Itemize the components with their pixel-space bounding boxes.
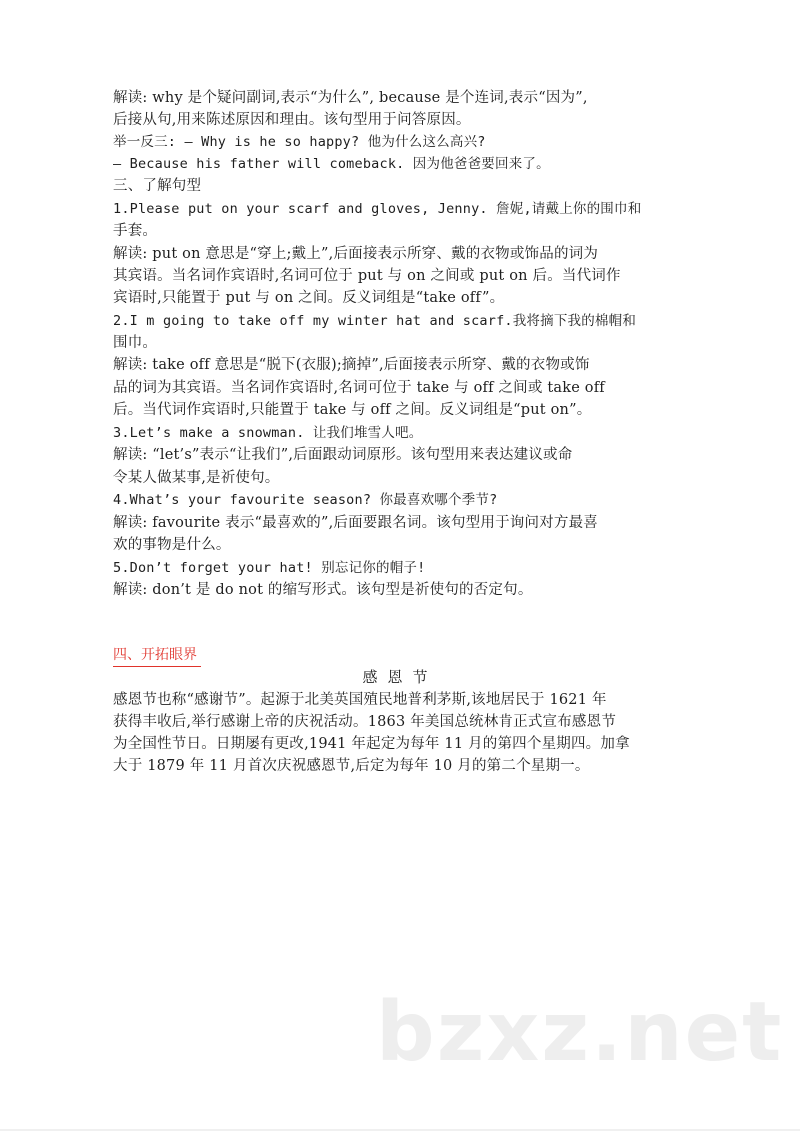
text-line: — Because his father will comeback. 因为他爸爸要回来了。 [113, 156, 550, 172]
thanksgiving-text-line: 大于 1879 年 11 月首次庆祝感恩节,后定为每年 10 月的第二个星期一。 [113, 758, 590, 774]
text-line: 其宾语。当名词作宾语时,名词可位于 put 与 on 之间或 put on 后。当代词作 [113, 268, 621, 284]
text-line: 解读: put on 意思是“穿上;戴上”,后面接表示所穿、戴的衣物或饰品的词为 [113, 246, 599, 262]
text-line: 围巾。 [113, 335, 158, 351]
thanksgiving-text-line: 感恩节也称“感谢节”。起源于北美英国殖民地普利茅斯,该地居民于 1621 年 [113, 692, 607, 708]
text-line: 解读: take off 意思是“脱下(衣服);摘掉”,后面接表示所穿、戴的衣物或饰 [113, 357, 590, 373]
text-line: 3.Let’s make a snowman. 让我们堆雪人吧。 [113, 425, 423, 441]
text-line: 解读: why 是个疑问副词,表示“为什么”, because 是个连词,表示“因为”, [113, 90, 588, 106]
thanksgiving-text-line: 获得丰收后,举行感谢上帝的庆祝活动。1863 年美国总统林肯正式宣布感恩节 [113, 714, 617, 730]
text-line: 4.What’s your favourite season? 你最喜欢哪个季节? [113, 492, 498, 508]
text-line: 1.Please put on your scarf and gloves, Jenny. 詹妮,请戴上你的围巾和 [113, 201, 642, 217]
text-line: 宾语时,只能置于 put 与 on 之间。反义词组是“take off”。 [113, 290, 505, 306]
text-line: 解读: don’t 是 do not 的缩写形式。该句型是祈使句的否定句。 [113, 582, 533, 598]
text-line: 欢的事物是什么。 [113, 537, 231, 553]
text-line: 后。当代词作宾语时,只能置于 take 与 off 之间。反义词组是“put on”。 [113, 402, 592, 418]
text-line: 解读: “let’s”表示“让我们”,后面跟动词原形。该句型用来表达建议或命 [113, 447, 573, 463]
text-line: 2.I m going to take off my winter hat and scarf.我将摘下我的棉帽和 [113, 313, 637, 329]
text-line: 举一反三: — Why is he so happy? 他为什么这么高兴? [113, 134, 486, 150]
text-line: 解读: favourite 表示“最喜欢的”,后面要跟名词。该句型用于询问对方最喜 [113, 515, 598, 531]
watermark: bzxz.net [376, 985, 784, 1080]
text-line: 5.Don’t forget your hat! 别忘记你的帽子! [113, 560, 426, 576]
thanksgiving-title: 感恩节 [362, 668, 438, 686]
text-line: 品的词为其宾语。当名词作宾语时,名词可位于 take 与 off 之间或 take off [113, 380, 605, 396]
page-bottom-divider [0, 1129, 800, 1131]
thanksgiving-text-line: 为全国性节日。日期屡有更改,1941 年起定为每年 11 月的第四个星期四。加拿 [113, 736, 630, 752]
section-title: 三、了解句型 [113, 178, 202, 194]
text-line: 后接从句,用来陈述原因和理由。该句型用于问答原因。 [113, 112, 471, 128]
section-heading-expand-horizons: 四、开拓眼界 [113, 644, 201, 667]
text-line: 手套。 [113, 223, 158, 239]
text-line: 令某人做某事,是祈使句。 [113, 470, 280, 486]
